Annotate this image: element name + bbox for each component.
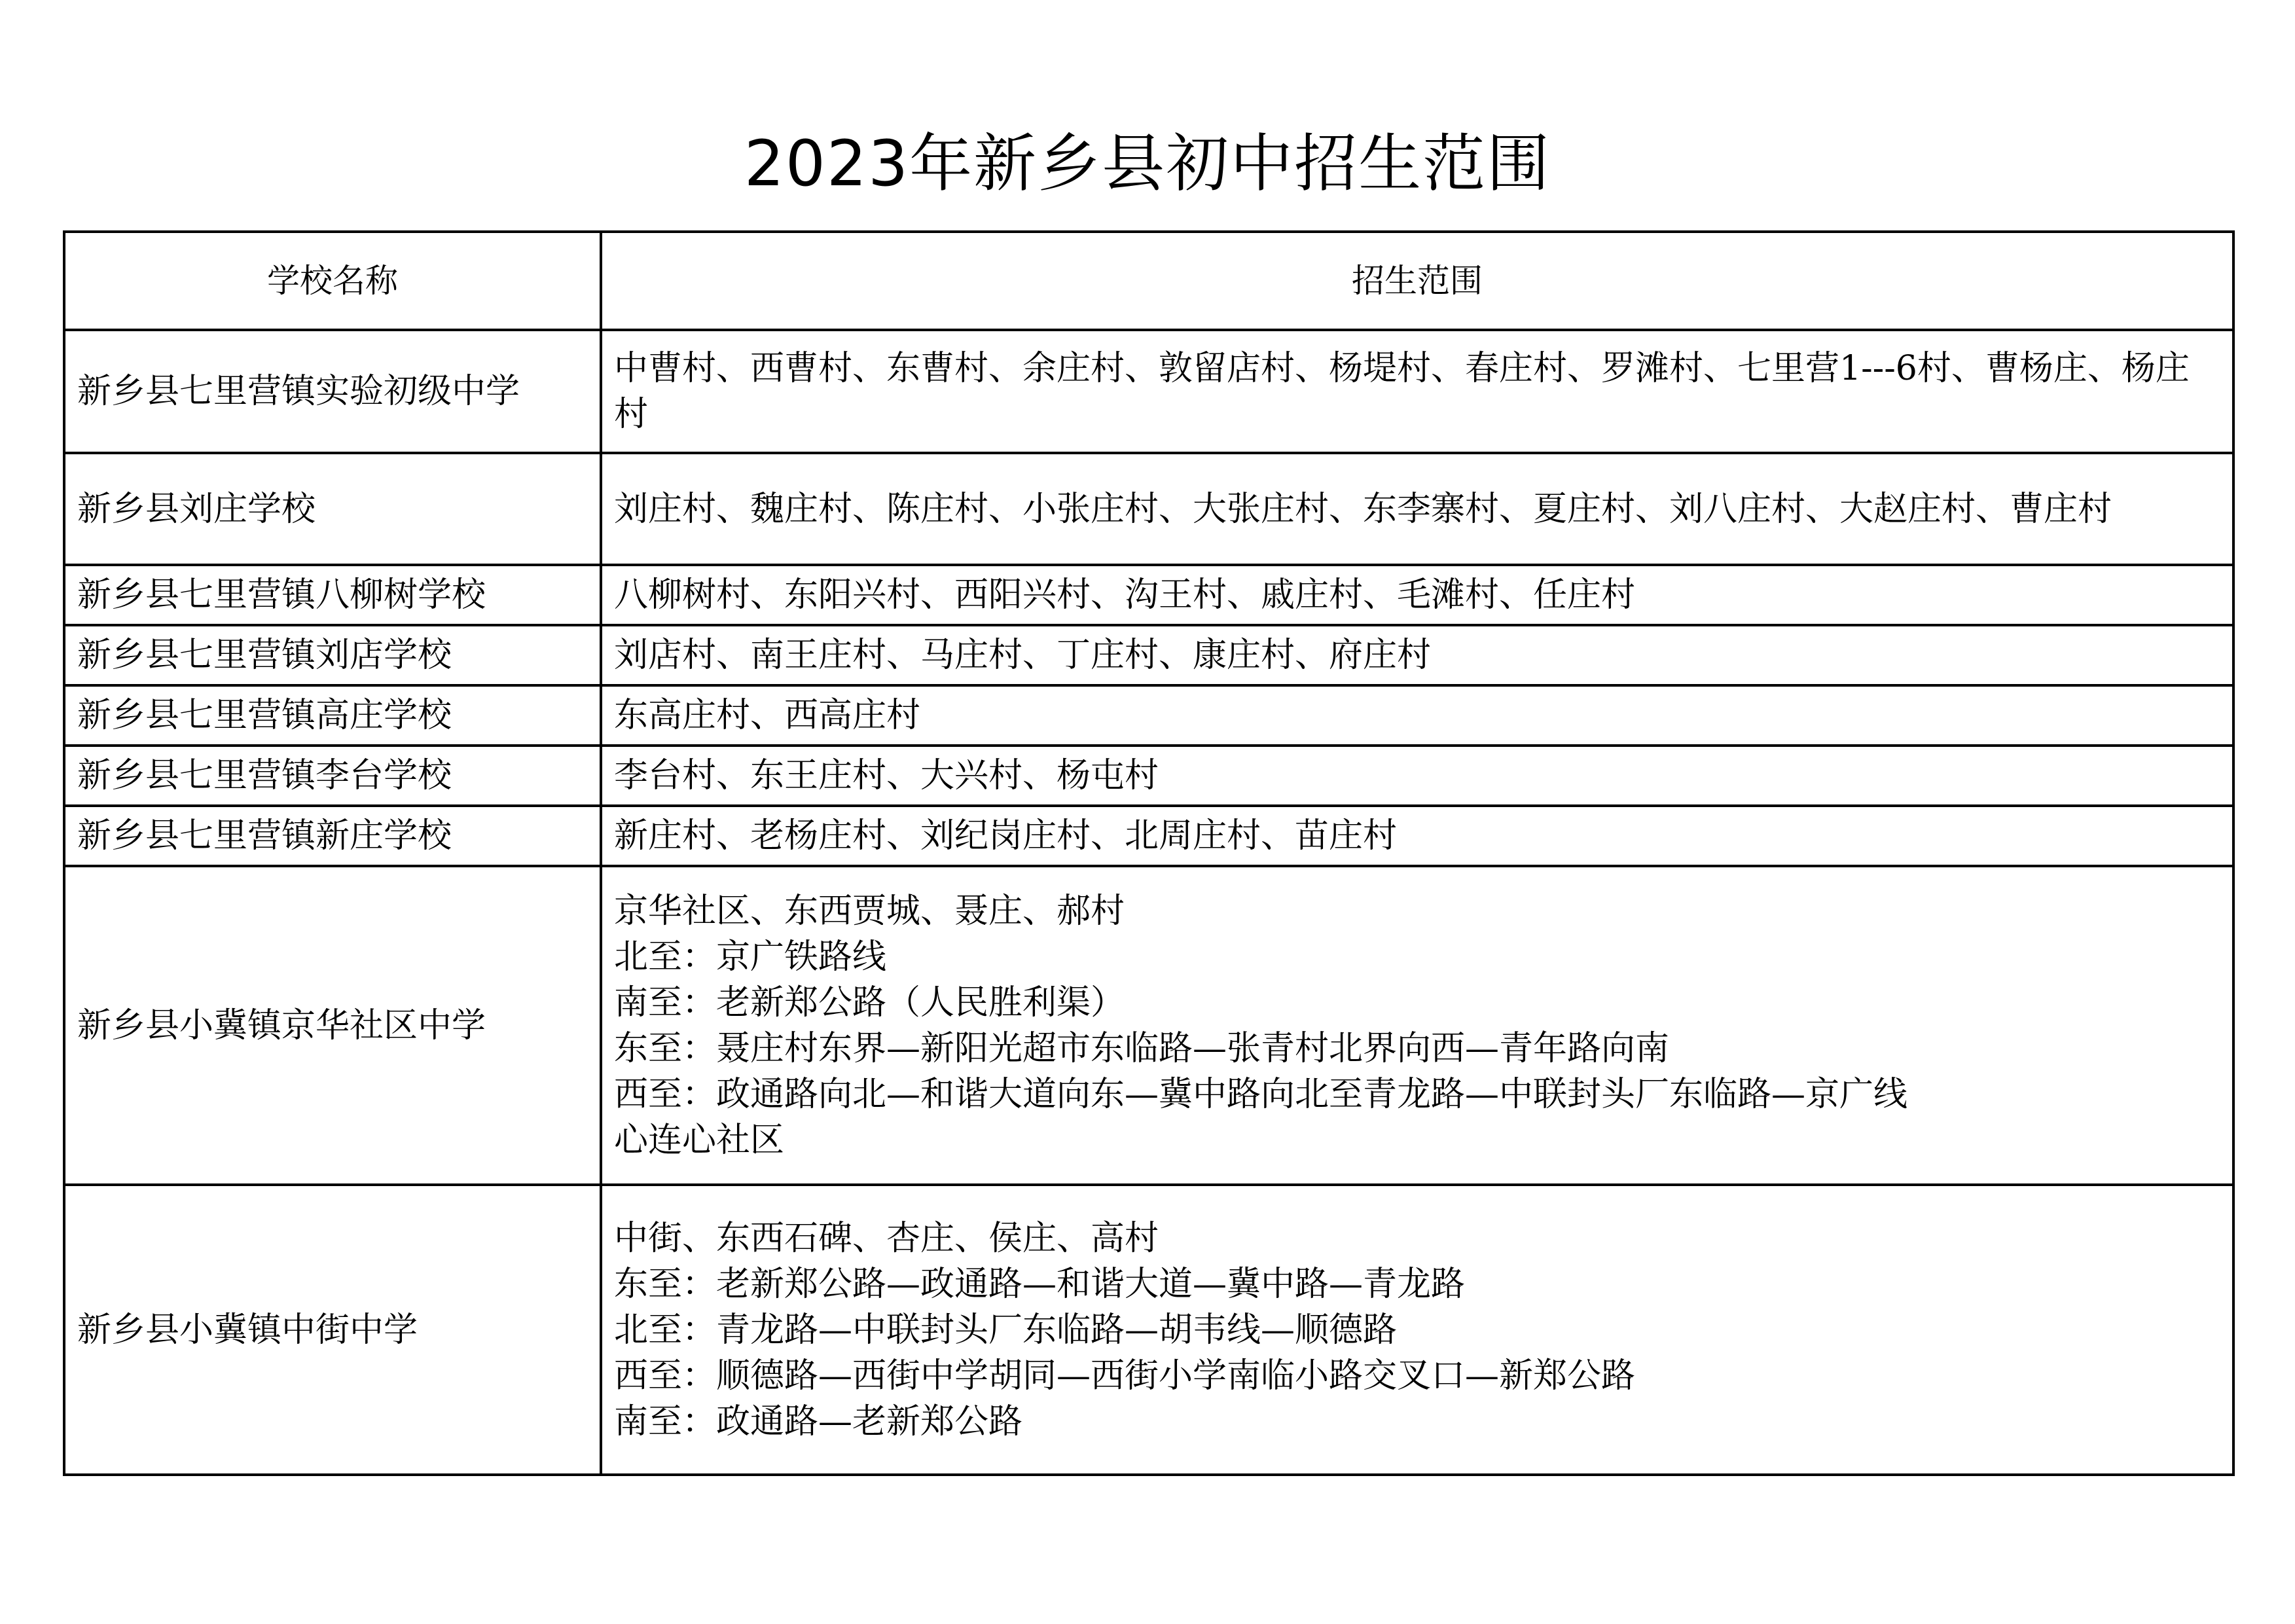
range-text: 八柳树村、东阳兴村、西阳兴村、沟王村、戚庄村、毛滩村、任庄村 xyxy=(614,575,1636,615)
table-row xyxy=(64,625,2233,685)
school-name-cell: 新乡县七里营镇高庄学校 xyxy=(64,685,601,746)
table-row xyxy=(64,746,2233,806)
range-cell xyxy=(601,453,2233,565)
range-cell xyxy=(601,565,2233,625)
range-west: 西至：政通路向北—和谐大道向东—冀中路向北至青龙路—中联封头厂东临路—京广线 xyxy=(614,1074,1908,1114)
table-row xyxy=(64,685,2233,746)
range-cell xyxy=(601,806,2233,866)
range-east: 东至：聂庄村东界—新阳光超市东临路—张青村北界向西—青年路向南 xyxy=(614,1028,1670,1068)
range-text: 东高庄村、西高庄村 xyxy=(614,696,921,735)
page-title: 2023年新乡县初中招生范围 xyxy=(744,127,1551,200)
school-name-cell: 新乡县七里营镇新庄学校 xyxy=(64,806,601,866)
range-text: 心连心社区 xyxy=(614,1120,785,1160)
range-cell xyxy=(601,625,2233,685)
school-name-cell: 新乡县刘庄学校 xyxy=(64,453,601,565)
range-text: 刘店村、南王庄村、马庄村、丁庄村、康庄村、府庄村 xyxy=(614,636,1432,675)
school-name-cell: 新乡县七里营镇八柳树学校 xyxy=(64,565,601,625)
table-row xyxy=(64,866,2233,1185)
table-row xyxy=(64,1185,2233,1475)
school-name-cell: 新乡县七里营镇刘店学校 xyxy=(64,625,601,685)
table-row xyxy=(64,565,2233,625)
range-text: 李台村、东王庄村、大兴村、杨屯村 xyxy=(614,756,1159,795)
table-header-row xyxy=(64,232,2233,330)
school-name-cell: 新乡县小冀镇中街中学 xyxy=(64,1185,601,1475)
range-north: 北至：京广铁路线 xyxy=(614,937,887,977)
range-cell xyxy=(601,330,2233,453)
range-west: 西至：顺德路—西街中学胡同—西街小学南临小路交叉口—新郑公路 xyxy=(614,1356,1636,1396)
school-name-cell: 新乡县七里营镇实验初级中学 xyxy=(64,330,601,453)
table-row xyxy=(64,330,2233,453)
range-text: 刘庄村、魏庄村、陈庄村、小张庄村、大张庄村、东李寨村、夏庄村、刘八庄村、大赵庄村、曹庄村 xyxy=(614,489,2112,529)
range-text: 中曹村、西曹村、东曹村、余庄村、敦留店村、杨堤村、春庄村、罗滩村、七里营1---6村、曹杨庄、杨庄村 xyxy=(614,349,2190,434)
range-text: 京华社区、东西贾城、聂庄、郝村 xyxy=(614,891,1125,931)
enrollment-range-table xyxy=(63,230,2235,1476)
header-enrollment-range: 招生范围 xyxy=(601,232,2233,330)
range-cell xyxy=(601,866,2233,1185)
range-cell xyxy=(601,685,2233,746)
range-north: 北至：青龙路—中联封头厂东临路—胡韦线—顺德路 xyxy=(614,1310,1398,1350)
table-row xyxy=(64,453,2233,565)
range-text: 新庄村、老杨庄村、刘纪岗庄村、北周庄村、苗庄村 xyxy=(614,816,1398,856)
range-cell xyxy=(601,1185,2233,1475)
school-name-cell: 新乡县七里营镇李台学校 xyxy=(64,746,601,806)
range-text: 中街、东西石碑、杏庄、侯庄、高村 xyxy=(614,1218,1159,1258)
school-name-cell: 新乡县小冀镇京华社区中学 xyxy=(64,866,601,1185)
range-cell xyxy=(601,746,2233,806)
range-east: 东至：老新郑公路—政通路—和谐大道—冀中路—青龙路 xyxy=(614,1264,1466,1304)
range-south: 南至：政通路—老新郑公路 xyxy=(614,1401,1023,1441)
header-school-name: 学校名称 xyxy=(64,232,601,330)
table-row xyxy=(64,806,2233,866)
range-south: 南至：老新郑公路（人民胜利渠） xyxy=(614,983,1125,1022)
